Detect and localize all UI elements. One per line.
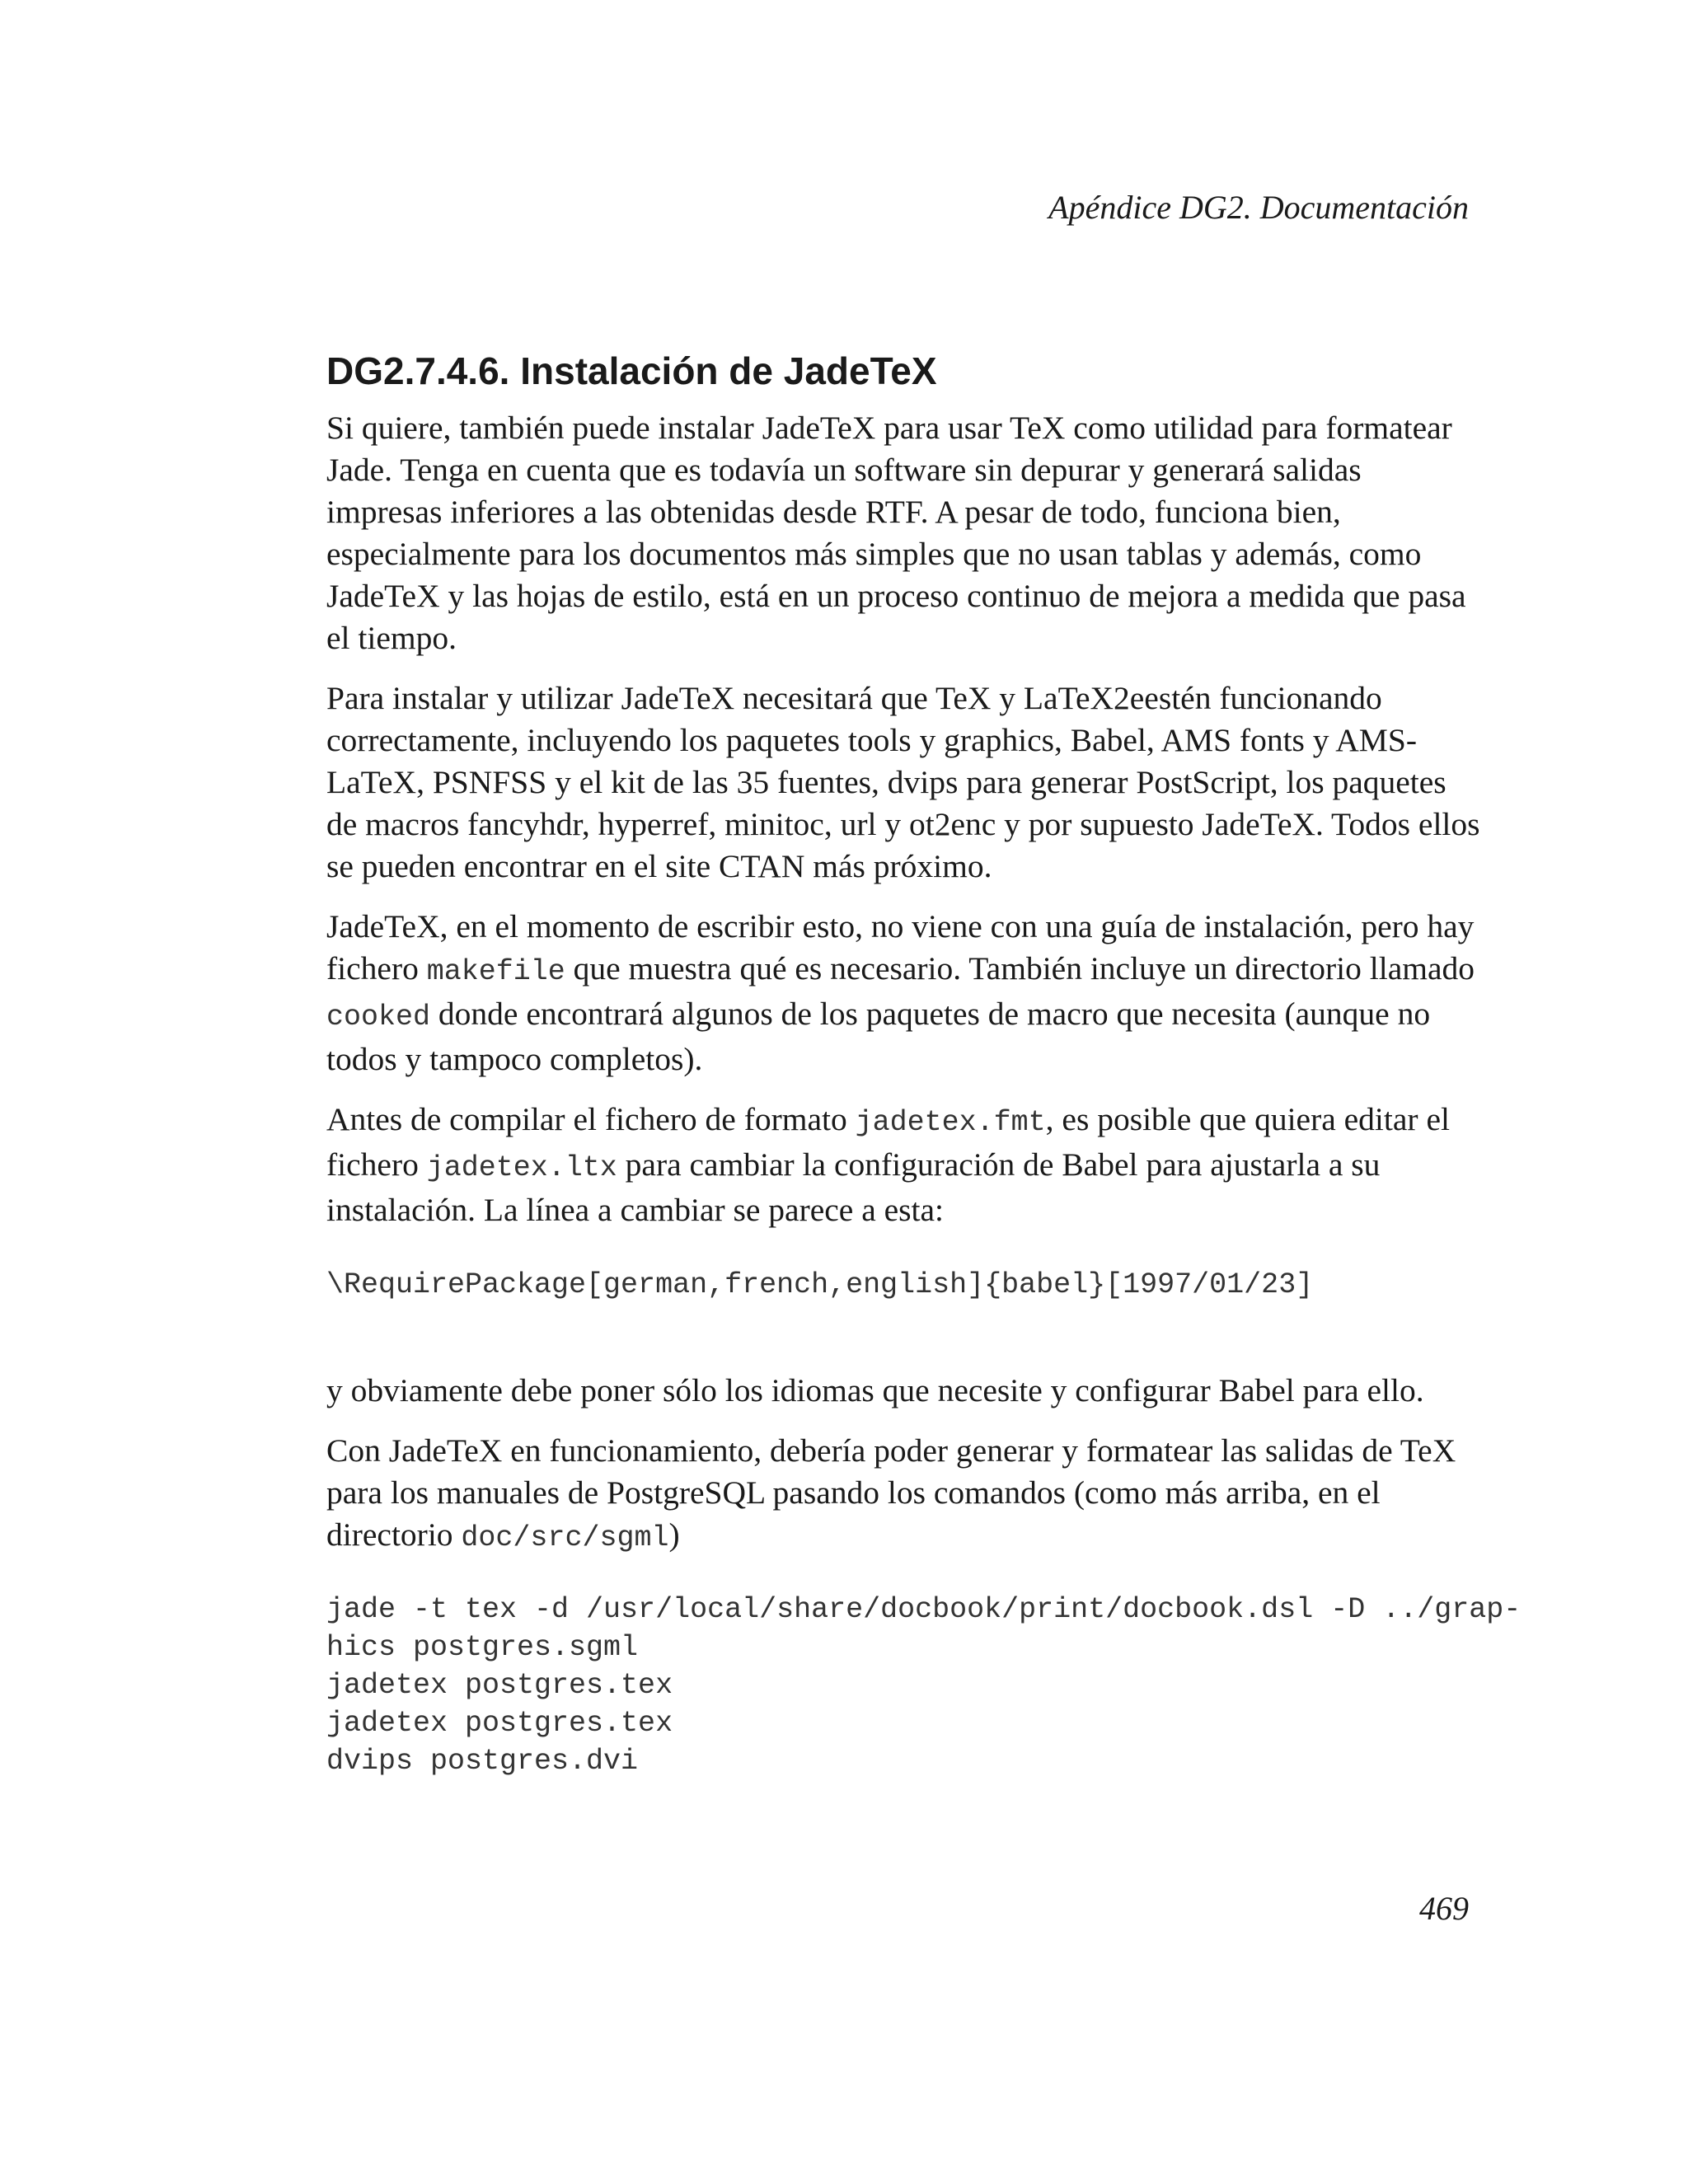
text-segment: Antes de compilar el fichero de formato bbox=[326, 1101, 856, 1137]
text-segment: ) bbox=[668, 1516, 680, 1553]
code-line: dvips postgres.dvi bbox=[326, 1745, 639, 1778]
page-content bbox=[326, 346, 1522, 1780]
text-segment: que muestra qué es necesario. También incluye un directorio llamado bbox=[565, 950, 1475, 987]
text-segment: donde encontrará algunos de los paquetes de macro que necesita (aunque no todos y tampoco completos). bbox=[326, 996, 1431, 1077]
paragraph-babel-config bbox=[326, 1099, 1480, 1231]
paragraph-makefile bbox=[326, 906, 1480, 1080]
inline-code-directory: doc/src/sgml bbox=[461, 1521, 669, 1554]
section-title: DG2.7.4.6. Instalación de JadeTeX bbox=[326, 349, 937, 392]
text-segment: Con JadeTeX en funcionamiento, debería poder generar y formatear las salidas de TeX para los manuales de PostgreSQL pasando los comandos (como más arriba, en el directorio bbox=[326, 1432, 1456, 1553]
code-line: hics postgres.sgml bbox=[326, 1631, 639, 1664]
paragraph-intro: Si quiere, también puede instalar JadeTeX para usar TeX como utilidad para formatear Jade. Tenga en cuenta que es todavía un software sin depurar y generará salidas impresas inferiores a las obtenidas desde RTF. A pesar de todo, funciona bien, especialmente para los documentos más simples que no usan tablas y además, como JadeTeX y las hojas de estilo, está en un proceso continuo de mejora a medida que pasa el tiempo. bbox=[326, 410, 1466, 656]
code-block-babel: \RequirePackage[german,french,english]{babel}[1997/01/23] bbox=[326, 1268, 1314, 1301]
inline-code-cooked: cooked bbox=[326, 1001, 431, 1033]
text-segment: , es posible que quiera editar el fichero bbox=[326, 1101, 1450, 1183]
text-segment: JadeTeX, en el momento de escribir esto, no viene con una guía de instalación, pero hay fichero bbox=[326, 908, 1475, 987]
code-line: jade -t tex -d /usr/local/share/docbook/print/docbook.dsl -D ../grap- bbox=[326, 1593, 1522, 1626]
paragraph-languages: y obviamente debe poner sólo los idiomas que necesite y configurar Babel para ello. bbox=[326, 1372, 1424, 1408]
code-line: jadetex postgres.tex bbox=[326, 1669, 673, 1702]
running-header: Apéndice DG2. Documentación bbox=[1048, 189, 1469, 226]
page-number: 469 bbox=[1419, 1890, 1469, 1927]
code-line: jadetex postgres.tex bbox=[326, 1707, 673, 1740]
paragraph-requirements: Para instalar y utilizar JadeTeX necesitará que TeX y LaTeX2eestén funcionando correctamente, incluyendo los paquetes tools y graphics, Babel, AMS fonts y AMS-LaTeX, PSNFSS y el kit de las 35 fuentes, dvips para generar PostScript, los paquetes de macros fancyhdr, hyperref, minitoc, url y ot2enc y por supuesto JadeTeX. Todos ellos se pueden encontrar en el site CTAN más próximo. bbox=[326, 680, 1480, 884]
inline-code-jadetex-fmt: jadetex.fmt bbox=[855, 1106, 1046, 1139]
code-block-commands bbox=[326, 1591, 1522, 1780]
paragraph-commands-intro bbox=[326, 1430, 1480, 1559]
text-segment: para cambiar la configuración de Babel para ajustarla a su instalación. La línea a cambiar se parece a esta: bbox=[326, 1146, 1381, 1228]
inline-code-makefile: makefile bbox=[426, 955, 565, 988]
inline-code-jadetex-ltx: jadetex.ltx bbox=[426, 1151, 617, 1184]
